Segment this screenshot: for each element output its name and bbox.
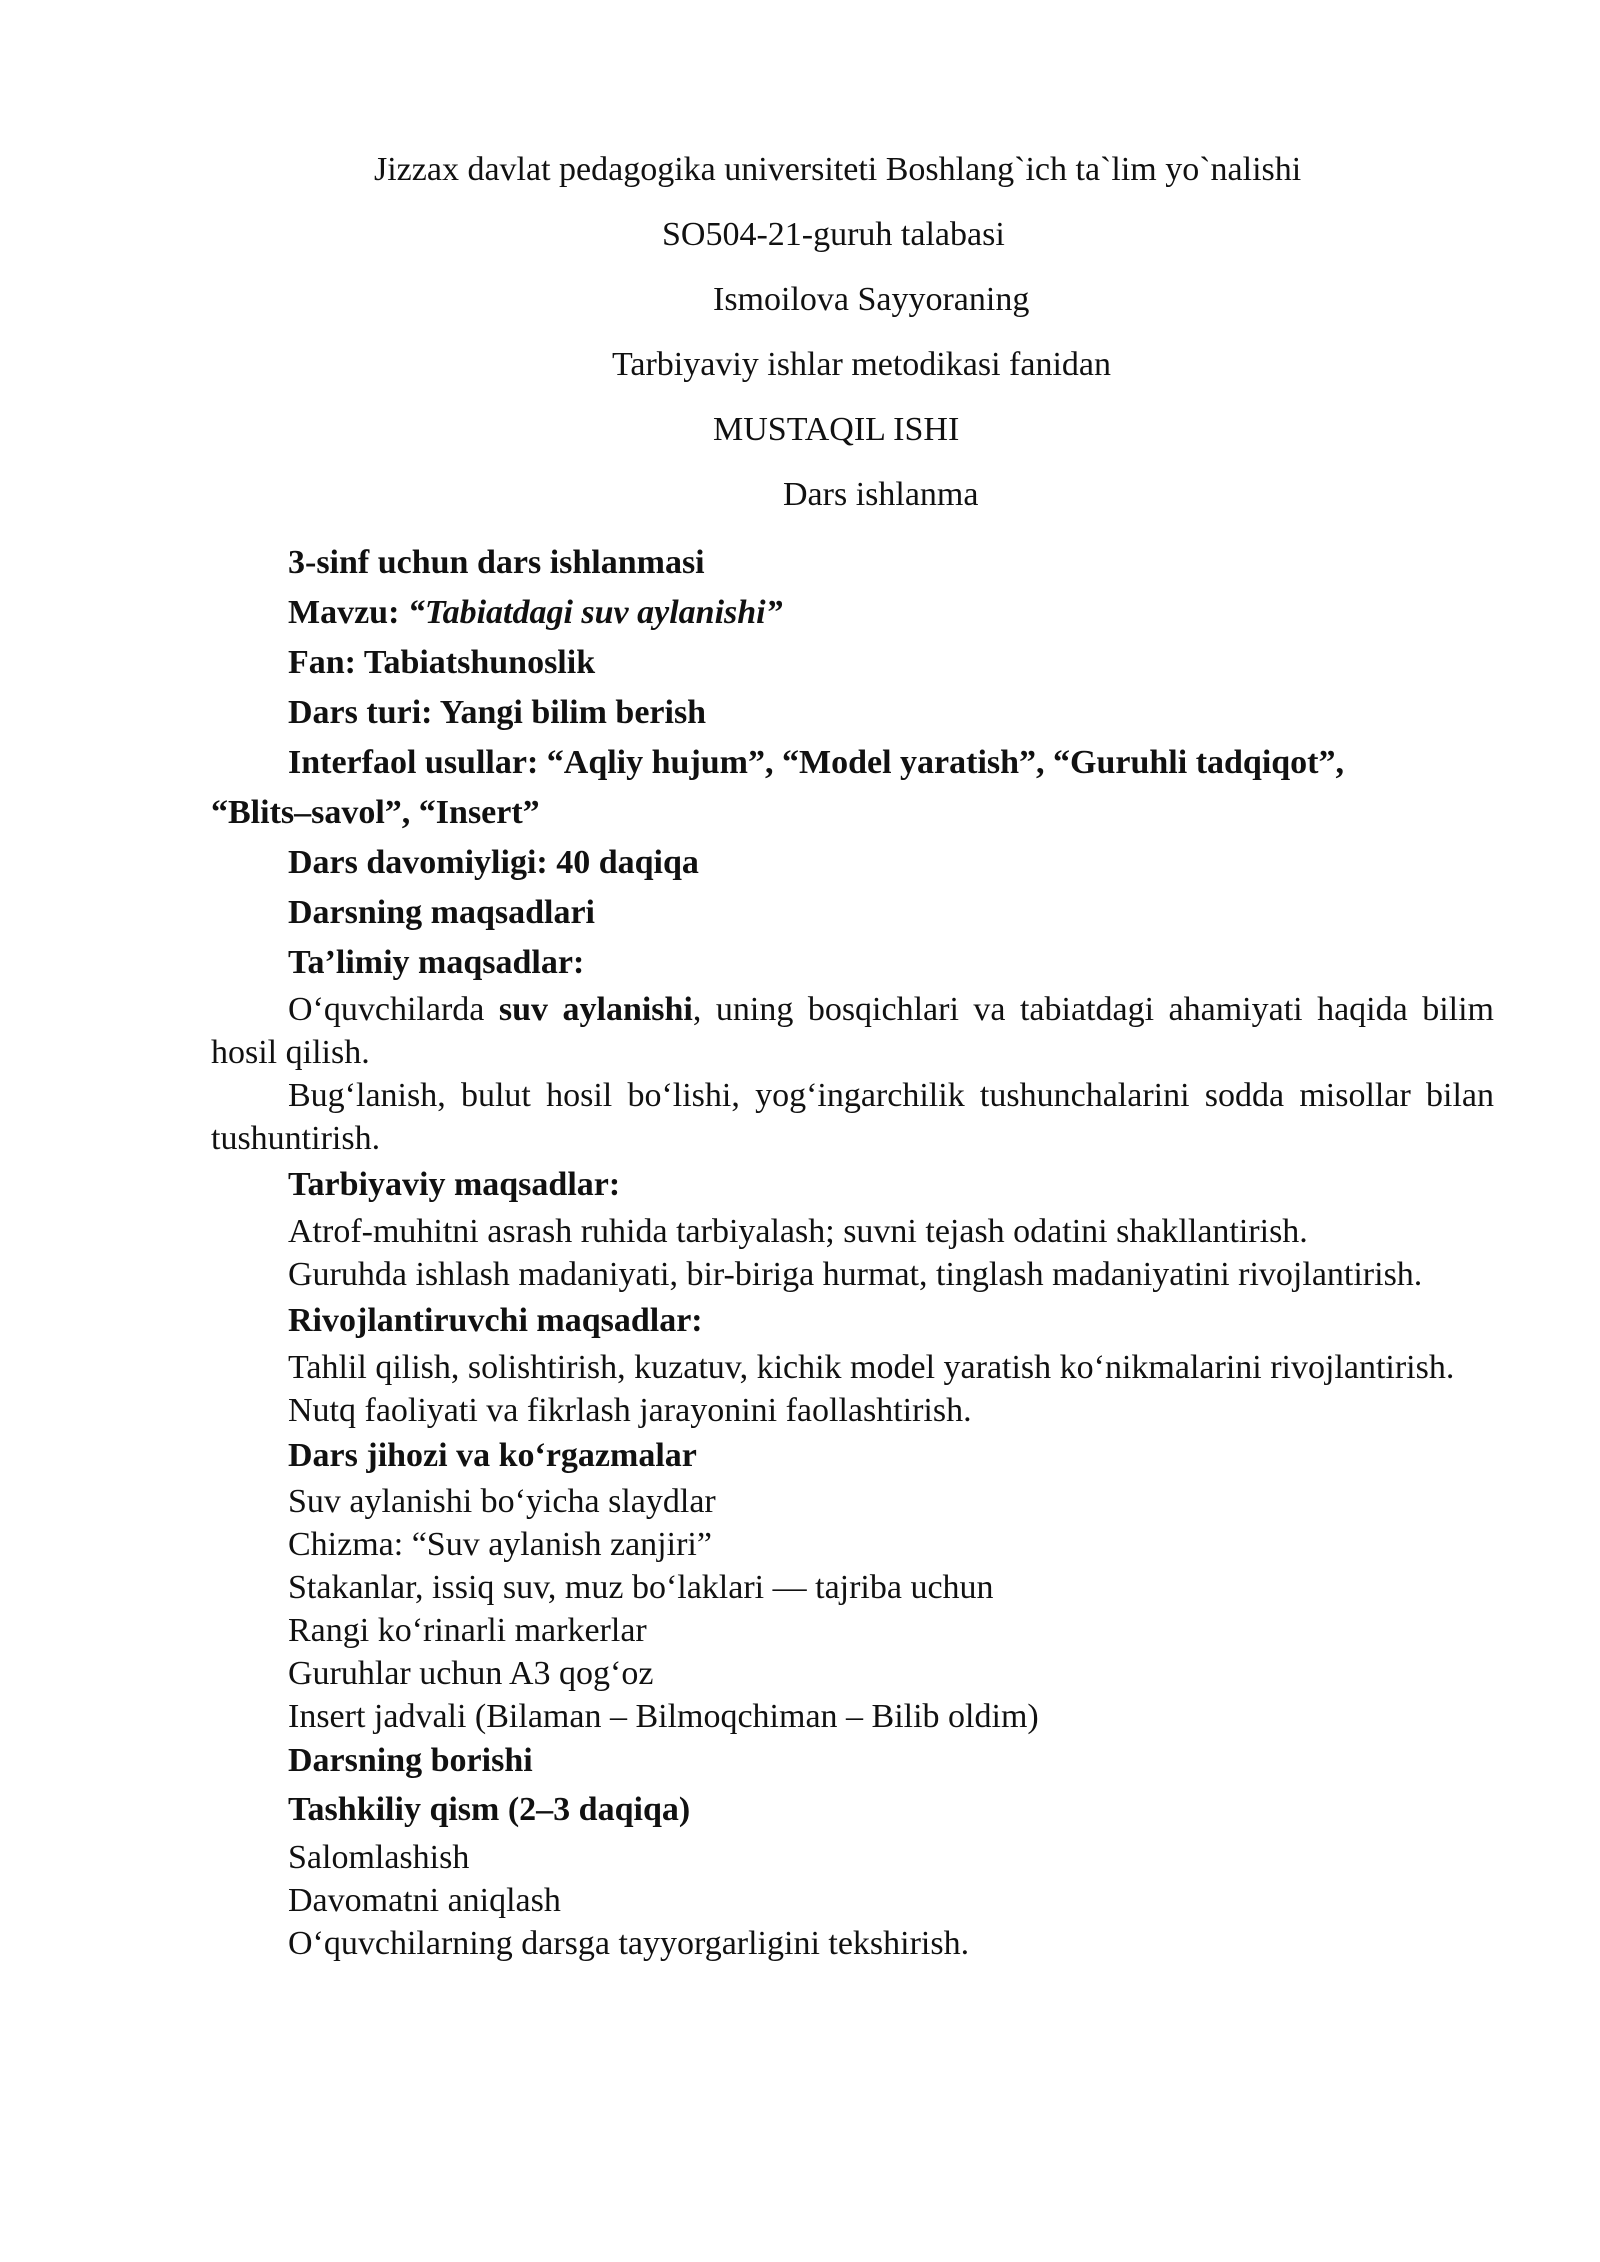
org-part-item: O‘quvchilarning darsga tayyorgarligini tekshirish. <box>288 1925 970 1962</box>
org-part-item: Salomlashish <box>288 1839 470 1876</box>
org-part-item: Davomatni aniqlash <box>288 1882 561 1919</box>
topic-value: “Tabiatdagi suv aylanishi” <box>407 594 783 631</box>
equipment-item: Insert jadvali (Bilaman – Bilmoqchiman – Bilib oldim) <box>288 1698 1039 1735</box>
upbringing-goal-1: Atrof-muhitni asrash ruhida tarbiyalash; suvni tejash odatini shakllantirish. <box>288 1213 1308 1250</box>
educational-goal-1 <box>211 988 1494 1074</box>
equipment-item: Stakanlar, issiq suv, muz bo‘laklari — tajriba uchun <box>288 1569 994 1606</box>
educational-goals-heading: Ta’limiy maqsadlar: <box>288 944 585 981</box>
procedure-heading: Darsning borishi <box>288 1742 533 1779</box>
developmental-goal-2: Nutq faoliyati va fikrlash jarayonini faollashtirish. <box>288 1392 972 1429</box>
student-name: Ismoilova Sayyoraning <box>713 281 1030 318</box>
educational-goal-2: Bug‘lanish, bulut hosil bo‘lishi, yog‘ingarchilik tushunchalarini sodda misollar bilan tushuntirish. <box>211 1077 1494 1157</box>
developmental-goals-heading: Rivojlantiruvchi maqsadlar: <box>288 1302 703 1339</box>
methods-line-1: Interfaol usullar: “Aqliy hujum”, “Model yaratish”, “Guruhli tadqiqot”, <box>288 744 1345 781</box>
upbringing-goals-heading: Tarbiyaviy maqsadlar: <box>288 1166 621 1203</box>
subject-line: Tarbiyaviy ishlar metodikasi fanidan <box>612 346 1111 383</box>
equipment-item: Rangi ko‘rinarli markerlar <box>288 1612 647 1649</box>
topic-line <box>211 588 1494 638</box>
goal-text-part: O‘quvchilarda <box>288 991 499 1028</box>
goals-heading: Darsning maqsadlari <box>288 894 595 931</box>
lesson-type: Dars turi: Yangi bilim berish <box>288 694 707 731</box>
equipment-item: Chizma: “Suv aylanish zanjiri” <box>288 1526 712 1563</box>
subject-line: Fan: Tabiatshunoslik <box>288 644 596 681</box>
group-line: SO504-21-guruh talabasi <box>662 216 1005 253</box>
methods-line-2: “Blits–savol”, “Insert” <box>211 794 540 831</box>
university-line: Jizzax davlat pedagogika universiteti Boshlang`ich ta`lim yo`nalishi <box>374 151 1302 188</box>
org-part-heading: Tashkiliy qism (2–3 daqiqa) <box>288 1791 691 1828</box>
doc-type: Dars ishlanma <box>783 476 979 513</box>
equipment-item: Guruhlar uchun A3 qog‘oz <box>288 1655 654 1692</box>
work-type: MUSTAQIL ISHI <box>713 411 960 448</box>
duration: Dars davomiyligi: 40 daqiqa <box>288 844 699 881</box>
lesson-body <box>211 538 1494 1965</box>
upbringing-goal-2: Guruhda ishlash madaniyati, bir-biriga hurmat, tinglash madaniyatini rivojlantirish. <box>288 1256 1423 1293</box>
developmental-goal-1: Tahlil qilish, solishtirish, kuzatuv, kichik model yaratish ko‘nikmalarini rivojlantirish. <box>288 1349 1455 1386</box>
equipment-item: Suv aylanishi bo‘yicha slaydlar <box>288 1483 716 1520</box>
equipment-heading: Dars jihozi va ko‘rgazmalar <box>288 1437 697 1474</box>
grade-title: 3-sinf uchun dars ishlanmasi <box>288 544 705 581</box>
goal-text-part: , uning bosqichlari va tabiatdagi ahamiyati haqida bilim hosil qilish. <box>211 991 1494 1071</box>
topic-label: Mavzu: <box>288 594 408 631</box>
goal-emphasis: suv aylanishi <box>498 991 693 1028</box>
